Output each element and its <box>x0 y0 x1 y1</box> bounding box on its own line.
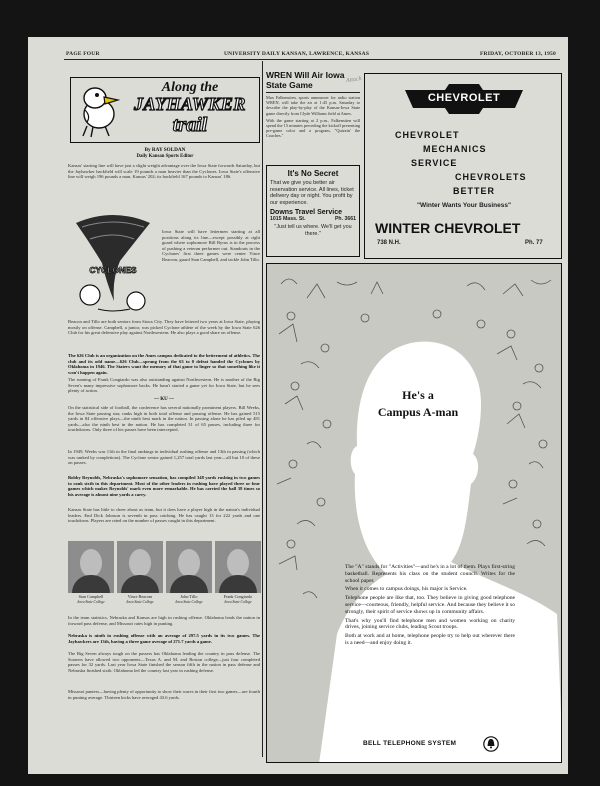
chevrolet-address: 738 N.H. <box>377 240 401 246</box>
wren-body: Max Falkenstien, sports announcer for radio station WREN, will take the air at 1:45 p.m. Saturday to describe the play-by-play of the Kansas-Iowa State game directly from Clyde Williams field at Ames. <box>266 95 360 116</box>
paragraph-running: The running of Frank Congiardo was also outstanding against Northwestern. He is another of the Big Seven's many impressive sophomore backs. He hasn't started a game yet for Iowa State, but he sees plenty of action. <box>68 377 260 394</box>
byline-role: Daily Kansan Sports Editor <box>136 154 194 159</box>
bell-paragraph-5: Both at work and at home, telephone people try to help out wherever there is a need—and enjoy doing it. <box>345 633 515 646</box>
jayhawk-icon <box>75 80 121 140</box>
intro-paragraph: Kansas' starting line will have just a slight weight advantage over the Iowa State forwards Saturday, but the Jayhawker backfield will scale 19 pounds a man heavier than the Cyclones. Iowa State's offensive line will weigh 196 pounds a man, Kansas' 202; its backfield 167 pounds to Kansas' 186. <box>68 163 260 180</box>
winter-chevrolet-name: WINTER CHEVROLET <box>375 220 521 236</box>
wren-body-2: With the game starting at 2 p.m., Falkenstien will spend the 15 minutes preceding the kickoff presenting pre-game color and a program, "Quizzin' the Coaches." <box>266 117 360 139</box>
bell-paragraph-1: The "A" stands for "Activities"—and he's in a lot of them. Plays first-string basketball. Represents his class on the student council. Writes for the school paper. <box>345 564 515 584</box>
chevrolet-phone: Ph. 77 <box>525 240 543 246</box>
chevrolet-logo <box>405 84 523 114</box>
paragraph-missouri: Missouri punters—having plenty of opportunity to show their wares in their first two games—are fourth in punting average. Thirteen kicks have averaged 43.6 yards. <box>68 689 260 700</box>
wren-headline: WREN Will Air Iowa State Game <box>266 70 345 90</box>
column-rule <box>262 61 263 757</box>
downs-address: 1015 Mass. St. <box>270 216 306 223</box>
tornado-icon <box>68 209 158 317</box>
downs-company: Downs Travel Service <box>270 209 342 217</box>
caption-frank-congiardo: Frank Congiardo Iowa State College <box>223 594 253 604</box>
downs-tagline: "Just tell us where. We'll get you there." <box>274 224 352 237</box>
bell-signature: BELL TELEPHONE SYSTEM <box>363 740 457 747</box>
paragraph-beacon: Beacon and Tillo are both seniors from Sioux City. They have lettered two years at Iowa State, playing mostly on offense. Campbell, a junior, was picked Cyclone athlete of the week by the Iowa State 626 Club for his great defensive play against Northwestern. He also plays a good share on offense. <box>68 319 260 336</box>
byline: By RAY SOLDAN <box>144 147 186 153</box>
photo-frank-congiardo <box>215 541 261 593</box>
newspaper-page <box>28 37 568 774</box>
bell-telephone-ad <box>266 263 562 763</box>
downs-ad-body: That we give you better air reservation service. All lines, ticket delivery day or night. You profit by our experience. <box>270 180 354 206</box>
paragraph-team-stats: In the team statistics, Nebraska and Kansas are high in rushing offense. Oklahoma leads the nation in forward pass defense, and Missouri rates high in punting. <box>68 615 260 626</box>
chevrolet-line-3: SERVICE <box>411 158 458 168</box>
caption-john-tillo: John Tillo Iowa State College <box>175 594 203 604</box>
player-photos <box>68 541 262 611</box>
silhouette-shape <box>267 264 562 763</box>
page-number: PAGE FOUR <box>66 51 100 57</box>
chevrolet-slogan: "Winter Wants Your Business" <box>416 202 512 209</box>
bell-logo-icon <box>483 736 499 752</box>
cyclones-label: CYCLONES <box>89 265 137 275</box>
wren-rule <box>266 92 360 93</box>
photo-stan-campbell <box>68 541 114 593</box>
column-title-along: Along the <box>161 80 219 95</box>
ku-separator: — KU — <box>154 397 174 402</box>
caption-vince-beacom: Vince Beacom Iowa State College <box>126 594 154 604</box>
cyclones-cartoon <box>68 209 158 317</box>
column-title-box <box>70 77 260 143</box>
bell-headline-1: He's a <box>402 388 434 402</box>
bell-paragraph-2: When it comes to campus doings, his major is Service. <box>345 586 468 593</box>
column-title-trail: trail <box>172 114 208 136</box>
downs-address-row <box>270 216 356 222</box>
masthead: UNIVERSITY DAILY KANSAN, LAWRENCE, KANSAS <box>224 51 370 57</box>
bell-headline-2: Campus A-man <box>377 405 459 419</box>
downs-ad-title: It's No Secret <box>287 169 339 178</box>
chevrolet-line-1: CHEVROLET <box>395 130 460 140</box>
chevrolet-logo-text: CHEVROLET <box>427 92 501 104</box>
issue-date: FRIDAY, OCTOBER 13, 1950 <box>480 51 556 57</box>
chevrolet-ad <box>364 73 562 259</box>
handwritten-stamp: Attach <box>345 75 363 85</box>
column-title-jayhawker: JAYHAWKER <box>134 94 246 114</box>
paragraph-reynolds: Bobby Reynolds, Nebraska's sophomore sensation, has compiled 348 yards rushing in two games to rank sixth in this department. Most of the other leaders in rushing have played three or four games which makes Reynolds' mark even more remarkable. He has carried the ball 38 times so his average is almost nine yards a carry. <box>68 475 260 497</box>
paragraph-big-seven: The Big Seven always tough on the passers has Oklahoma leading the country in pass defense. The Sooners have allowed two opponents—Texas A. and M. and Boston college—just four completed passes for 32 yards. Last year Iowa State finished the season fifth in the nation in pass defense and Nebraska finished sixth. Oklahoma led the country last year in rushing defense. <box>68 651 260 673</box>
paragraph-kansas-state: Kansas State has little to cheer about as team, but it does have a player high in the nation's individual leaders. End Dick Johnson is seventh in pass catching. He has caught 13 for 222 yards and one touchdown. Players are rated on the number of passes caught in this department. <box>68 507 260 524</box>
chevrolet-line-5: BETTER <box>453 186 495 196</box>
paragraph-statistics: On the statistical side of football, the conference has several nationally prominent players. Bill Weeks, the Iowa State passing star, ranks high in both total offense and passing offense. He has gained 515 yards in 84 offensive plays—the ninth best mark in the nation. In passing alone he has piled up 481 yards—also the ninth best in the nation. He has completed 31 of 65 passes, including three for touchdowns. Only three of his passes have been intercepted. <box>68 405 260 433</box>
photo-vince-beacom <box>117 541 163 593</box>
bell-paragraph-3: Telephone people are like that, too. They believe in giving good telephone service—courteous, friendly, helpful service. And because they believe it so strongly, their spirit of service shows up in community affairs. <box>345 595 515 615</box>
chevrolet-line-4: CHEVROLETS <box>455 172 527 182</box>
paragraph-1949: In 1949, Weeks was 11th in the final rankings in individual rushing offense and 13th in passing (which was ranked by completions). The Cyclone senior gained 1,257 total yards last year—all but 10 of these on passes. <box>68 449 260 466</box>
caption-stan-campbell: Stan Campbell Iowa State College <box>77 594 105 604</box>
header-rule <box>64 59 560 60</box>
paragraph-nebraska: Nebraska is ninth in rushing offense with an average of 297.5 yards in its two games. The Jayhawkers are 13th, having a three game average of 271.7 yards a game. <box>68 633 260 644</box>
paragraph-lettermen: Iowa State will have lettermen starting at all positions along its line—except possibly at right guard where sophomore Bill Byrus is in the process of pushing a veteran performer out. Standouts in the Cyclones' first three games were center Vince Beacom, guard Stan Campbell, and tackle John Tillo. <box>162 229 260 262</box>
downs-travel-ad <box>266 165 360 257</box>
chevrolet-line-2: MECHANICS <box>423 144 487 154</box>
downs-phone: Ph. 3661 <box>334 216 356 223</box>
photo-john-tillo <box>166 541 212 593</box>
bell-copy <box>345 564 515 649</box>
paragraph-626-club: The 626 Club is an organization on the Ames campus dedicated to the betterment of athletics. The club and its odd name—626 Club—sprung from the 63 to 0 defeat handed the Cyclones by Oklahoma in 1946. The Staters want the memory of that game to linger so that something like it won't happen again. <box>68 353 260 375</box>
bell-paragraph-4: That's why you'll find telephone men and women working on charity drives, joining service clubs, leading Scout troops. <box>345 617 515 631</box>
